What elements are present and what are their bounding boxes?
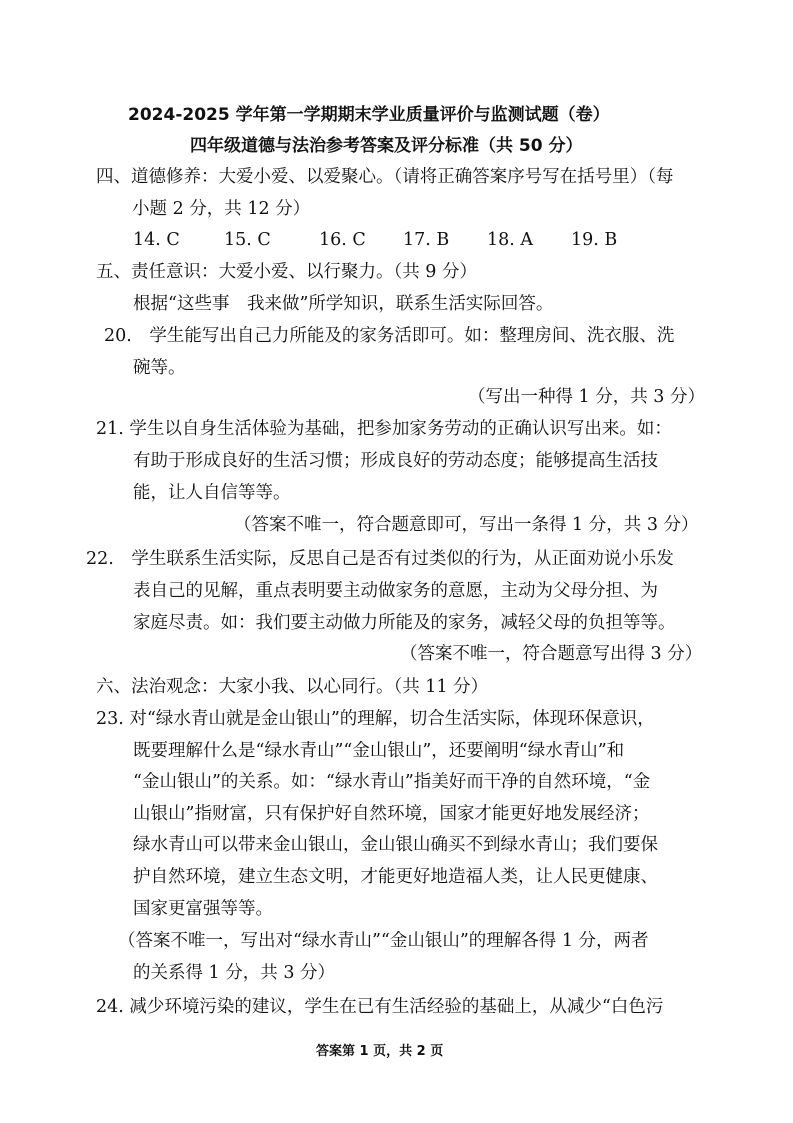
page-footer: 答案第 1 页，共 2 页 <box>316 1044 444 1059</box>
page-subtitle: 四年级道德与法治参考答案及评分标准（共 50 分） <box>190 136 583 156</box>
q23-line: 山银山”指财富，只有保护好自然环境，国家才能更好地发展经济； <box>133 804 650 824</box>
answer-14: 14. C <box>133 230 180 250</box>
section-5-intro: 根据“这些事 我来做”所学知识，联系生活实际回答。 <box>133 294 554 314</box>
q22-line: 22. 学生联系生活实际，反思自己是否有过类似的行为，从正面劝说小乐发 <box>86 549 674 569</box>
q21-line: 21. 学生以自身生活体验为基础，把参加家务劳动的正确认识写出来。如： <box>96 419 672 439</box>
page-title: 2024-2025 学年第一学期期末学业质量评价与监测试题（卷） <box>128 105 610 125</box>
q24-line: 24. 减少环境污染的建议，学生在已有生活经验的基础上，从减少“白色污 <box>96 997 664 1017</box>
q23-score: （答案不唯一，写出对“绿水青山”“金山银山”的理解各得 1 分，两者 <box>118 931 649 951</box>
section-5-heading: 五、责任意识：大爱小爱、以行聚力。（共 9 分） <box>96 262 478 282</box>
answer-17: 17. B <box>403 230 450 250</box>
section-4-heading-cont: 小题 2 分，共 12 分） <box>132 199 311 219</box>
answer-15: 15. C <box>224 230 271 250</box>
answer-16: 16. C <box>319 230 366 250</box>
answer-19: 19. B <box>571 230 618 250</box>
q23-line: 绿水青山可以带来金山银山，金山银山确买不到绿水青山；我们要保 <box>133 835 658 855</box>
q23-score-cont: 的关系得 1 分，共 3 分） <box>133 963 336 983</box>
q21-score: （答案不唯一，符合题意即可，写出一条得 1 分，共 3 分） <box>234 515 699 535</box>
section-4-heading: 四、道德修养：大爱小爱、以爱聚心。（请将正确答案序号写在括号里）（每 <box>96 167 674 187</box>
q23-line: 护自然环境，建立生态文明，才能更好地造福人类，让人民更健康、 <box>133 867 658 887</box>
q23-line: 既要理解什么是“绿水青山”“金山银山”，还要阐明“绿水青山”和 <box>133 741 625 761</box>
section-6-heading: 六、法治观念：大家小我、以心同行。（共 11 分） <box>96 677 489 697</box>
q22-line: 表自己的见解，重点表明要主动做家务的意愿，主动为父母分担、为 <box>133 581 658 601</box>
q21-line: 能，让人自信等等。 <box>133 483 291 503</box>
q20-line: 20. 学生能写出自己力所能及的家务活即可。如：整理房间、洗衣服、洗 <box>104 326 675 346</box>
q22-score: （答案不唯一，符合题意写出得 3 分） <box>400 644 703 664</box>
q22-line: 家庭尽责。如：我们要主动做力所能及的家务，减轻父母的负担等等。 <box>133 613 676 633</box>
q20-line: 碗等。 <box>133 358 186 378</box>
answer-18: 18. A <box>487 230 534 250</box>
q23-line: “金山银山”的关系。如：“绿水青山”指美好而干净的自然环境，“金 <box>133 772 651 792</box>
q20-score: （写出一种得 1 分，共 3 分） <box>468 387 706 407</box>
q23-line: 国家更富强等等。 <box>133 899 273 919</box>
q23-line: 23. 对“绿水青山就是金山银山”的理解，切合生活实际，体现环保意识， <box>96 709 655 729</box>
q21-line: 有助于形成良好的生活习惯；形成良好的劳动态度；能够提高生活技 <box>133 451 658 471</box>
